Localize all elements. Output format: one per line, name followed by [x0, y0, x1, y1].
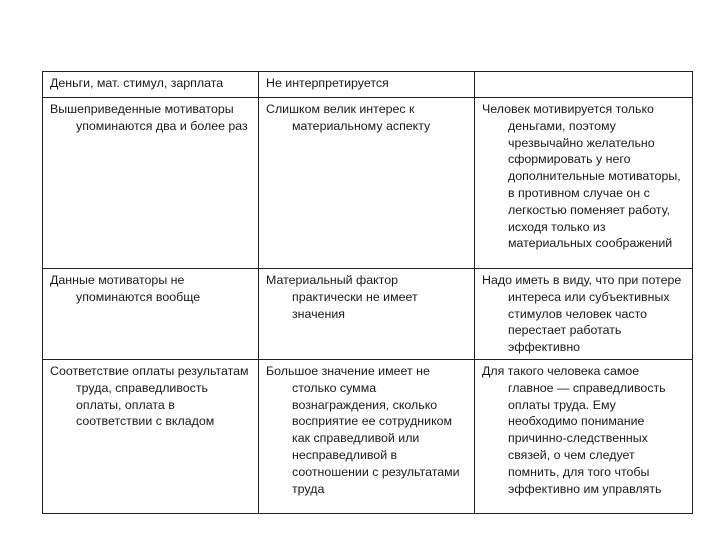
table-row	[43, 269, 693, 360]
cell-text: Для такого человека самое главное — справедливость оплаты труда. Ему необходимо понимание причинно-следственных связей, о чем следует помнить, для того чтобы эффективно им управлять	[482, 363, 666, 496]
cell-text: Человек мотивируется только деньгами, поэтому чрезвычайно желательно сформировать у него дополнительные мотиваторы, в противном случае он с легкостью поменяет работу, исходя только из материальных соображений	[482, 102, 681, 251]
table-cell	[259, 359, 475, 513]
cell-text: Не интерпретируется	[266, 76, 389, 90]
cell-text: Слишком велик интерес к материальному аспекту	[266, 102, 431, 133]
table-cell	[259, 269, 475, 360]
cell-text: Большое значение имеет не столько сумма вознаграждения, сколько восприятие ее сотрудником как справедливой или несправедливой в соотношении с результатами труда	[266, 363, 460, 496]
cell-text: Данные мотиваторы не упоминаются вообще	[50, 273, 201, 304]
table-cell	[43, 98, 259, 269]
table-cell	[259, 72, 475, 98]
table-cell	[43, 359, 259, 513]
table-cell	[259, 98, 475, 269]
motivation-table	[42, 71, 693, 514]
cell-text: Деньги, мат. стимул, зарплата	[50, 76, 224, 90]
cell-text: Соответствие оплаты результатам труда, справедливость оплаты, оплата в соответствии с вкладом	[50, 363, 249, 429]
cell-text: Надо иметь в виду, что при потере интереса или субъективных стимулов человек часто перестает работать эффективно	[482, 273, 682, 355]
table-row	[43, 98, 693, 269]
cell-text: Вышеприведенные мотиваторы упоминаются два и более раз	[50, 102, 248, 133]
table-cell	[475, 269, 693, 360]
table-cell	[43, 269, 259, 360]
table-row	[43, 72, 693, 98]
table-cell	[475, 98, 693, 269]
table-cell	[475, 72, 693, 98]
table-cell	[43, 72, 259, 98]
table-cell	[475, 359, 693, 513]
table-row	[43, 359, 693, 513]
cell-text: Материальный фактор практически не имеет значения	[266, 273, 418, 321]
